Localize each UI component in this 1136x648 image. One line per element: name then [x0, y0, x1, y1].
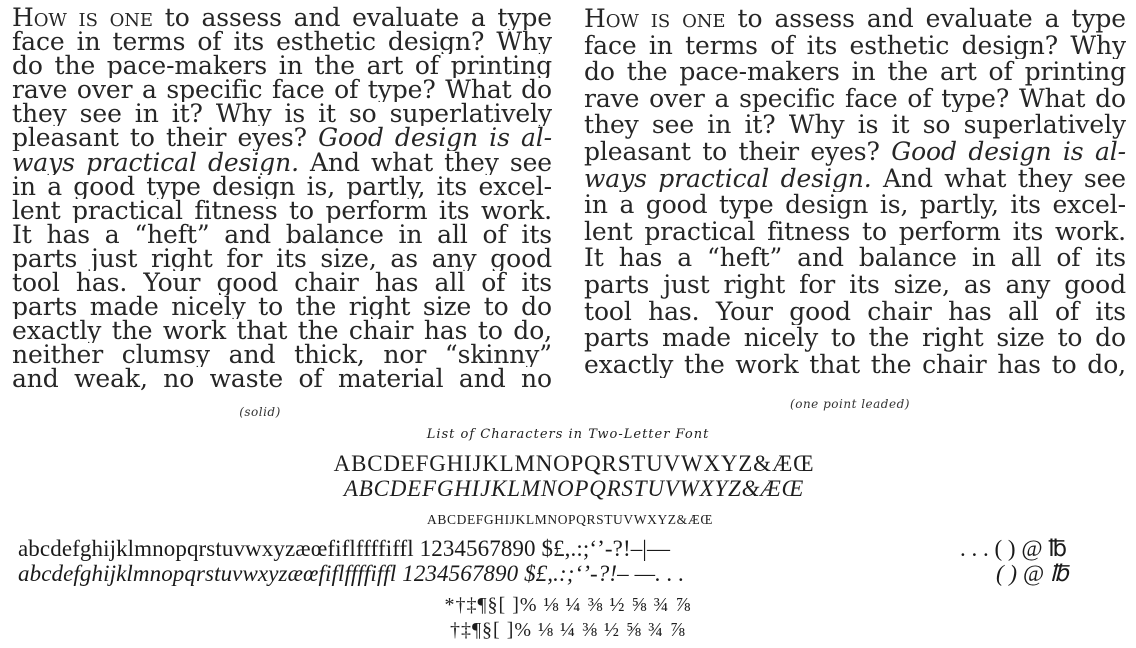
specimen-line — [584, 6, 1126, 33]
specimen-line — [12, 151, 552, 175]
specimen-line — [12, 223, 552, 247]
specimen-line — [584, 112, 1126, 139]
specimen-line — [584, 245, 1126, 272]
specimen-line — [12, 78, 552, 102]
specimen-text-text: tool has. Your good chair has all of its — [584, 298, 1126, 326]
specimen-line — [584, 352, 1126, 379]
specimen-text-text: It has a “heft” and balance in all of its — [12, 222, 552, 247]
specimen-text-rest: to assess and evaluate a type — [725, 6, 1126, 33]
specimen-text-sc: How is one — [584, 6, 726, 33]
specimen-text-italic: ways practical design. — [12, 150, 299, 175]
caption-solid: (solid) — [239, 405, 281, 419]
specimen-line — [12, 126, 552, 150]
specimen-text-text: face in terms of its esthetic design? Why — [584, 32, 1126, 60]
specimen-column-solid — [12, 6, 552, 392]
specimen-line — [584, 166, 1126, 193]
specimen-column-leaded — [584, 6, 1126, 378]
specimen-line — [12, 175, 552, 199]
specimen-text-text: exactly the work that the chair has to do, — [12, 319, 552, 344]
specimen-text-text: lent practical fitness to perform its work. — [12, 198, 552, 223]
capitals-roman: ABCDEFGHIJKLMNOPQRSTUVWXYZ&ÆŒ — [333, 451, 815, 476]
specimen-line — [12, 295, 552, 319]
specimen-text-pre: pleasant to their eyes? — [12, 126, 319, 151]
symbols-fractions-row-1: *†‡¶§[ ]% ⅛ ¼ ⅜ ½ ⅝ ¾ ⅞ — [444, 594, 692, 616]
specimen-text-italic: ways practical design. — [584, 165, 872, 193]
specimen-line — [12, 30, 552, 54]
specimen-text-pre: pleasant to their eyes? — [584, 138, 892, 166]
specimen-line — [12, 54, 552, 78]
lowercase-roman: abcdefghijklmnopqrstuvwxyzæœfiflffffiffl 1234567890 $£,.:;‘’-?!–|— — [18, 536, 671, 561]
specimen-line — [12, 343, 552, 367]
specimen-text-text: face in terms of its esthetic design? Why — [12, 30, 552, 55]
specimen-text-text: they see in it? Why is it so superlatively — [12, 102, 552, 127]
specimen-line — [12, 247, 552, 271]
specimen-line — [584, 299, 1126, 326]
specimen-line — [12, 367, 552, 391]
specimen-text-text: rave over a specific face of type? What do — [12, 78, 552, 103]
specimen-text-text: parts made nicely to the right size to do — [584, 325, 1126, 352]
specimen-text-text: neither clumsy and thick, nor “skinny” — [12, 343, 552, 368]
specimen-line — [584, 272, 1126, 299]
specimen-text-text: in a good type design is, partly, its excel- — [584, 192, 1126, 219]
specimen-text-italic: Good design is al- — [318, 126, 552, 151]
lowercase-italic-extras: ( ) @ ℔ — [996, 561, 1069, 586]
specimen-text-text: It has a “heft” and balance in all of its — [584, 245, 1126, 272]
specimen-line — [584, 59, 1126, 86]
caption-one-point-leaded: (one point leaded) — [790, 397, 910, 411]
specimen-text-text: parts just right for its size, as any good — [584, 271, 1126, 299]
specimen-text-text: do the pace-makers in the art of printing — [584, 59, 1126, 86]
specimen-text-text: and weak, no waste of material and no — [12, 367, 552, 392]
specimen-line — [12, 271, 552, 295]
specimen-text-text: do the pace-makers in the art of printing — [12, 54, 552, 79]
specimen-line — [12, 6, 552, 30]
specimen-line — [584, 219, 1126, 246]
specimen-text-text: parts just right for its size, as any good — [12, 246, 552, 272]
specimen-text-sc: How is one — [12, 6, 153, 31]
specimen-line — [12, 102, 552, 126]
specimen-text-italic: Good design is al- — [891, 138, 1126, 166]
symbols-fractions-row-2: †‡¶§[ ]% ⅛ ¼ ⅜ ½ ⅝ ¾ ⅞ — [449, 619, 687, 641]
specimen-line — [12, 199, 552, 223]
specimen-line — [584, 139, 1126, 166]
specimen-line — [12, 319, 552, 343]
specimen-text-rest: to assess and evaluate a type — [152, 6, 552, 31]
character-list-title: List of Characters in Two-Letter Font — [426, 427, 710, 442]
specimen-line — [584, 86, 1126, 113]
specimen-text-text: they see in it? Why is it so superlatively — [584, 112, 1126, 139]
lowercase-italic: abcdefghijklmnopqrstuvwxyzæœfiflffffiffl 1234567890 $£,.:;‘’-?!– —. . . — [18, 561, 685, 586]
specimen-text-text: parts made nicely to the right size to do — [12, 295, 552, 320]
specimen-text-text: in a good type design is, partly, its excel- — [12, 174, 552, 199]
specimen-line — [584, 33, 1126, 60]
capitals-italic: ABCDEFGHIJKLMNOPQRSTUVWXYZ&ÆŒ — [343, 476, 805, 501]
specimen-text-text: tool has. Your good chair has all of its — [12, 271, 552, 296]
specimen-text-text: exactly the work that the chair has to do, — [584, 351, 1126, 379]
specimen-text-text: rave over a specific face of type? What do — [584, 85, 1126, 113]
lowercase-roman-extras: . . . ( ) @ ℔ — [960, 536, 1068, 561]
specimen-line — [584, 325, 1126, 352]
specimen-line — [584, 192, 1126, 219]
specimen-text-text: lent practical fitness to perform its work. — [584, 218, 1126, 246]
specimen-text-rest: And what they see — [871, 165, 1126, 193]
small-capitals: ABCDEFGHIJKLMNOPQRSTUVWXYZ&ÆŒ — [427, 512, 713, 527]
specimen-text-rest: And what they see — [298, 150, 552, 175]
